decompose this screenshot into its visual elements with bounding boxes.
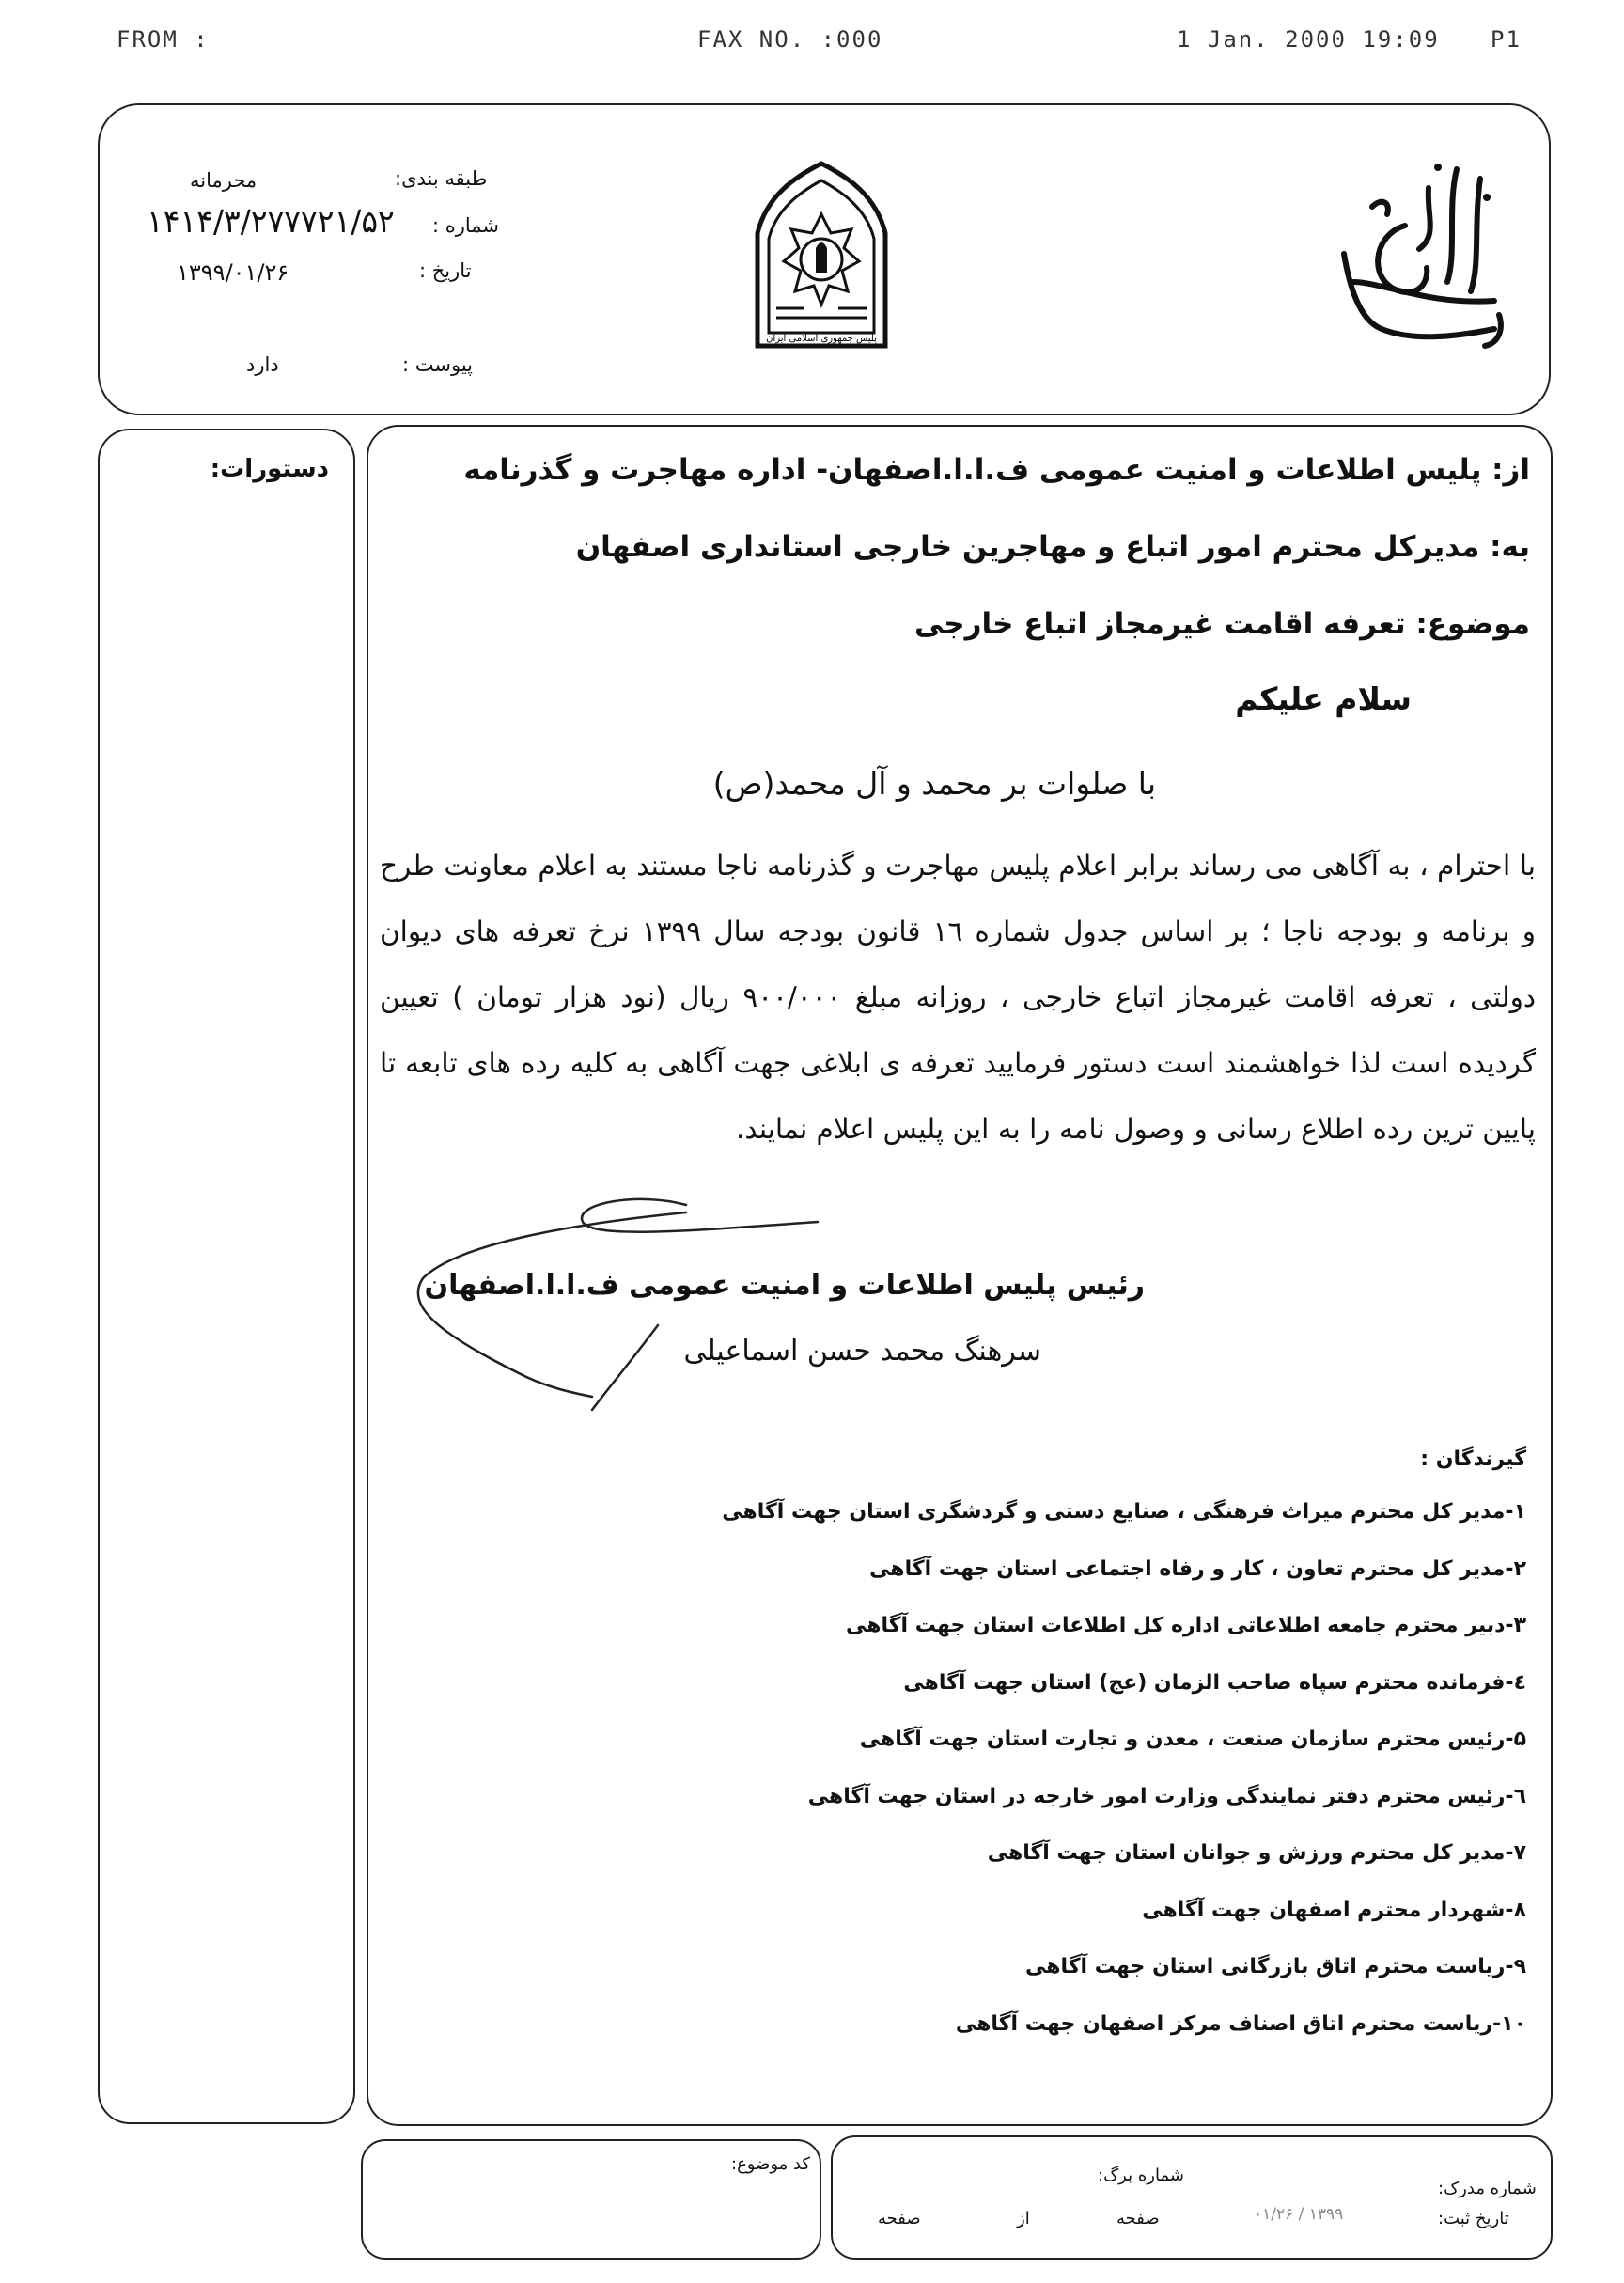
- recipients-title: گیرندگان :: [1420, 1447, 1526, 1471]
- recipient-item: ٦-رئیس محترم دفتر نمایندگی وزارت امور خارجه در استان جهت آگاهی: [807, 1784, 1526, 1808]
- letter-date-label: تاریخ :: [419, 259, 472, 282]
- signer-name: سرهنگ محمد حسن اسماعیلی: [683, 1335, 1041, 1368]
- letter-body-paragraph: با احترام ، به آگاهی می رساند برابر اعلام پلیس مهاجرت و گذرنامه ناجا مستند به اعلام معاونت طرح و برنامه و بودجه ناجا ؛ بر اساس جدول شماره ١٦ قانون بودجه سال ١٣٩٩ نرخ تعرفه های دیوان دولتی ، تعرفه اقامت غیرمجاز اتباع خارجی ، روزانه مبلغ ۹۰۰/۰۰۰ ریال (نود هزار تومان ) تعیین گردیده است لذا خواهشمند است دستور فرمایید تعرفه ی ابلاغی جهت آگاهی به کلیه رده های تابعه تا پایین ترین رده اطلاع رسانی و وصول نامه را به این پلیس اعلام نمایند.: [380, 850, 1536, 1145]
- instructions-column-frame: [98, 429, 355, 2124]
- classification-label: طبقه بندی:: [395, 167, 488, 190]
- page-total-label: صفحه: [878, 2209, 921, 2228]
- recipient-item: ٤-فرمانده محترم سپاه صاحب الزمان (عج) استان جهت آگاهی: [903, 1670, 1526, 1695]
- recipient-item: ۲-مدیر کل محترم تعاون ، کار و رفاه اجتماعی استان جهت آگاهی: [869, 1556, 1526, 1581]
- signature-drawing: [404, 1184, 846, 1419]
- recipients-list: [492, 1500, 1526, 2069]
- registration-date-label: تاریخ ثبت:: [1438, 2209, 1509, 2228]
- letter-number-label: شماره :: [432, 214, 500, 237]
- fax-page-number: P1: [1491, 26, 1522, 53]
- attachment-value: دارد: [246, 353, 279, 376]
- recipient-item: ۷-مدیر کل محترم ورزش و جوانان استان جهت آگاهی: [987, 1841, 1526, 1865]
- bismillah-calligraphy: [1316, 141, 1522, 357]
- attachment-label: پیوست :: [402, 353, 473, 376]
- fax-number: FAX NO. :000: [697, 26, 883, 53]
- subject-code-label: کد موضوع:: [731, 2154, 811, 2174]
- recipient-item: ۱-مدیر کل محترم میراث فرهنگی ، صنایع دستی و گردشگری استان جهت آگاهی: [722, 1500, 1526, 1524]
- instructions-label: دستورات:: [210, 455, 329, 483]
- greeting: سلام علیکم: [1235, 680, 1412, 717]
- letter-date-value: ۱۳۹۹/۰۱/۲۶: [177, 259, 289, 286]
- signer-title: رئیس پلیس اطلاعات و امنیت عمومی ف.ا.ا.اصفهان: [424, 1269, 1145, 1302]
- fax-datetime: 1 Jan. 2000 19:09: [1177, 26, 1440, 53]
- recipient-item: ۹-ریاست محترم اتاق بازرگانی استان جهت آگاهی: [1024, 1955, 1526, 1978]
- fax-from-label: FROM :: [117, 26, 210, 53]
- to-line: به: مدیرکل محترم امور اتباع و مهاجرین خارجی استانداری اصفهان: [575, 530, 1530, 564]
- recipient-item: ۸-شهردار محترم اصفهان جهت آگاهی: [1142, 1898, 1526, 1922]
- of-label: از: [1017, 2209, 1030, 2228]
- sheet-number-label: شماره برگ:: [1098, 2166, 1184, 2185]
- emblem-caption: پلیس جمهوری اسلامی ایران: [766, 334, 877, 344]
- document-number-label: شماره مدرک:: [1438, 2179, 1537, 2198]
- subject-line: موضوع: تعرفه اقامت غیرمجاز اتباع خارجی: [914, 607, 1530, 641]
- emblem-icon: [748, 158, 895, 357]
- classification-value: محرمانه: [190, 169, 258, 192]
- from-line: از: پلیس اطلاعات و امنیت عمومی ف.ا.ا.اصفهان- اداره مهاجرت و گذرنامه: [463, 453, 1530, 487]
- letter-number-value: ۱۴۱۴/۳/۲۷۷۷۲۱/۵۲: [147, 203, 395, 240]
- page-label: صفحه: [1116, 2209, 1160, 2228]
- recipient-item: ۱۰-ریاست محترم اتاق اصناف مرکز اصفهان جهت آگاهی: [955, 2011, 1526, 2036]
- recipient-item: ۳-دبیر محترم جامعه اطلاعاتی اداره کل اطلاعات استان جهت آگاهی: [845, 1614, 1526, 1637]
- registration-date-value: ۰۱/۲۶ / ۱۳۹۹: [1254, 2205, 1344, 2224]
- recipient-item: ۵-رئیس محترم سازمان صنعت ، معدن و تجارت استان جهت آگاهی: [859, 1728, 1526, 1751]
- salawat-line: با صلوات بر محمد و آل محمد(ص): [712, 765, 1156, 802]
